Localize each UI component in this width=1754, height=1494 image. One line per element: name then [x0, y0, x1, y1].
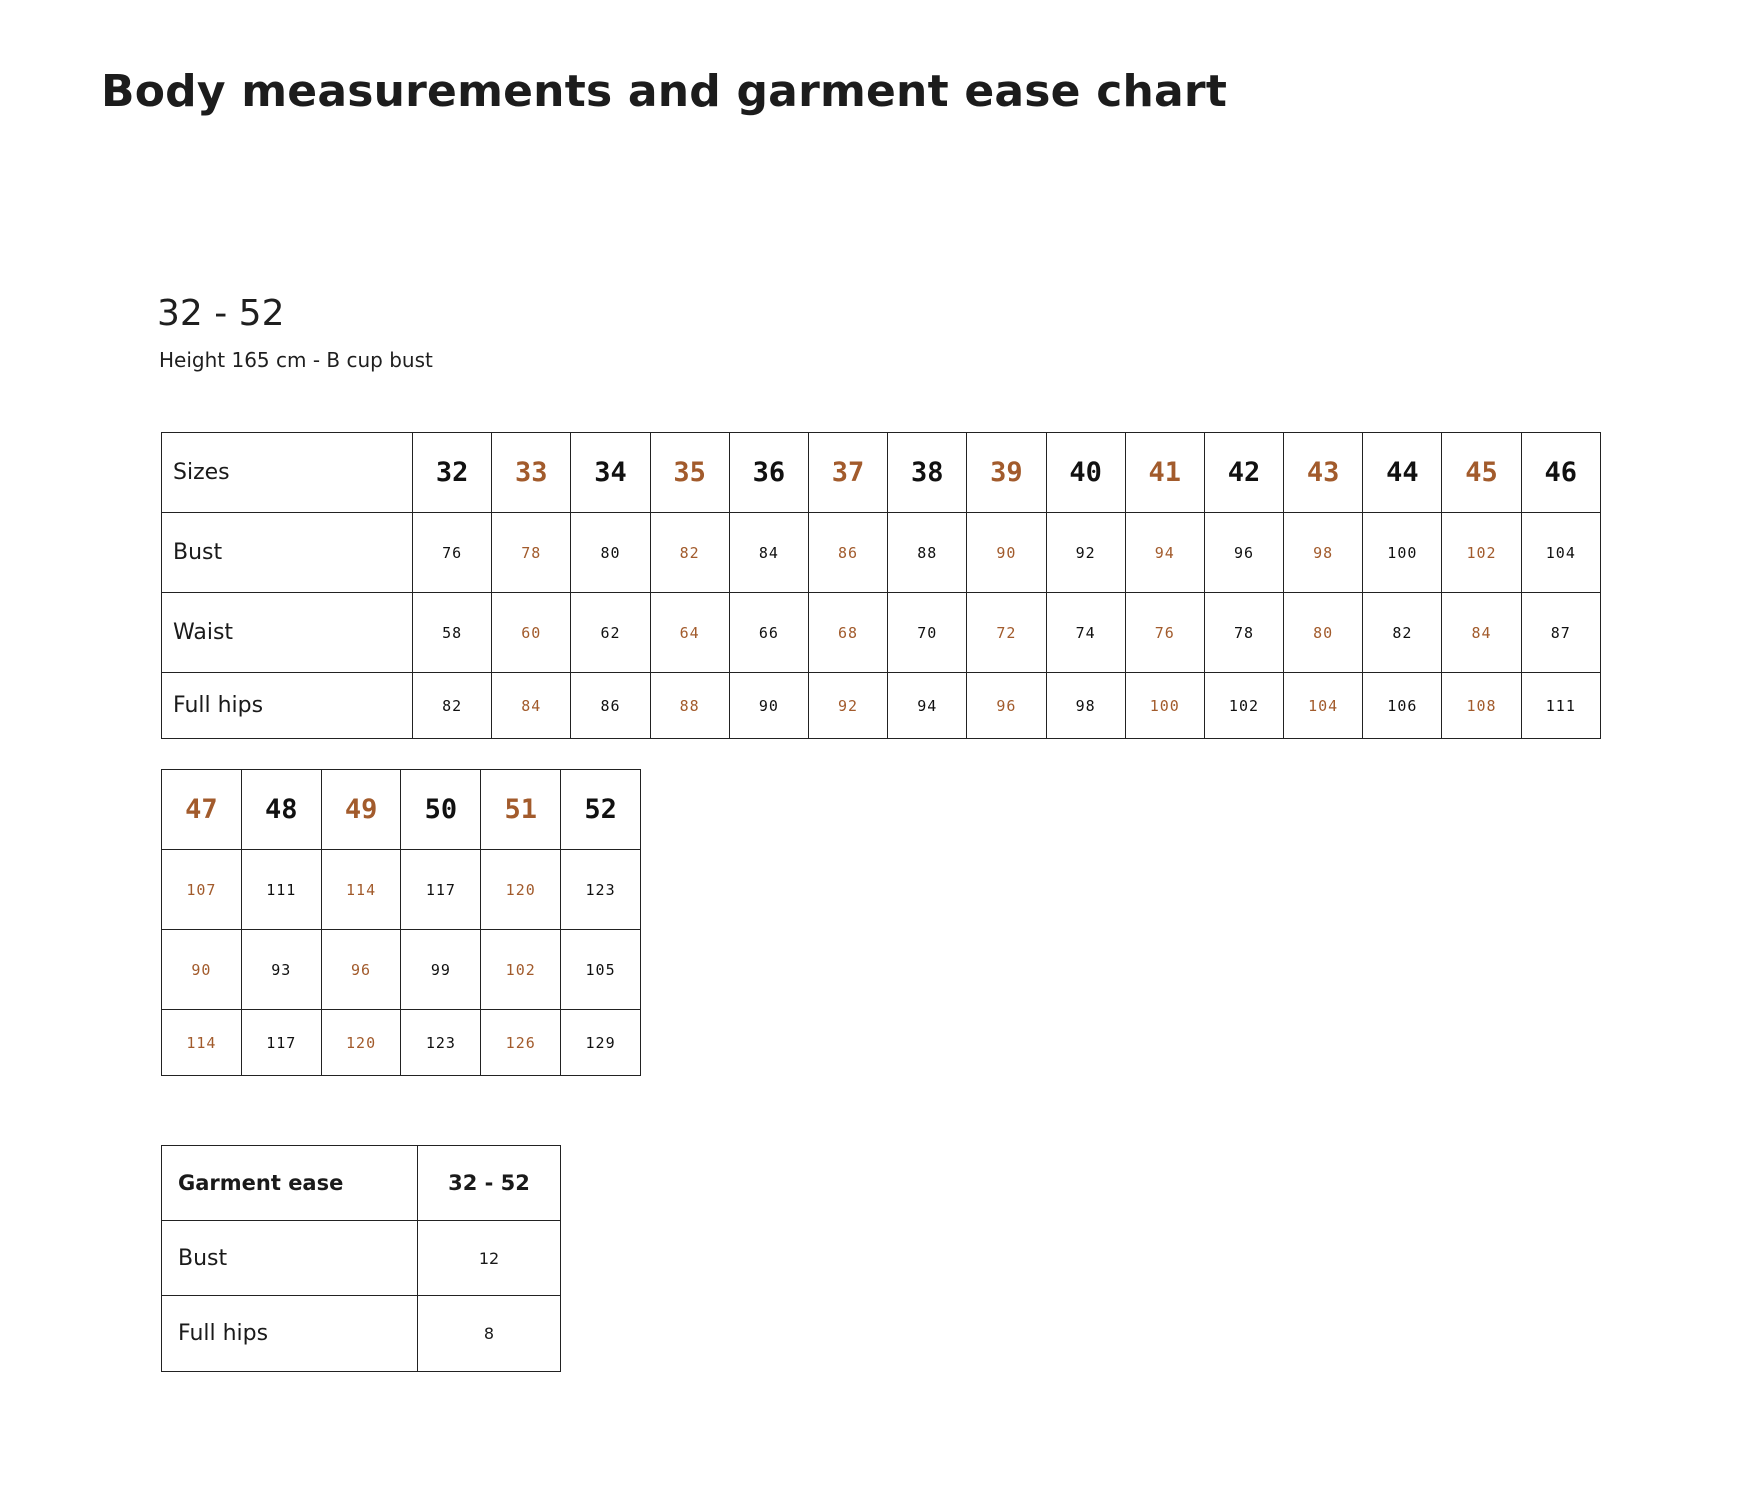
size-cell: 40 [1046, 433, 1125, 513]
size-cell: 43 [1284, 433, 1363, 513]
ease-full-hips-label: Full hips [162, 1296, 418, 1372]
waist-value: 102 [481, 930, 561, 1010]
full-hips-label: Full hips [162, 673, 413, 739]
sizes-row [162, 433, 1601, 513]
size-cell: 34 [571, 433, 650, 513]
size-cell: 35 [650, 433, 729, 513]
hips-value: 108 [1442, 673, 1521, 739]
waist-value: 90 [162, 930, 242, 1010]
size-cell: 38 [888, 433, 967, 513]
measurements-table-continued [161, 769, 641, 1076]
waist-value: 76 [1125, 593, 1204, 673]
size-cell: 36 [729, 433, 808, 513]
size-cell: 46 [1521, 433, 1600, 513]
waist-row-continued [162, 930, 641, 1010]
size-cell: 44 [1363, 433, 1442, 513]
waist-value: 82 [1363, 593, 1442, 673]
bust-value: 104 [1521, 513, 1600, 593]
hips-value: 92 [808, 673, 887, 739]
waist-value: 84 [1442, 593, 1521, 673]
size-cell: 50 [401, 770, 481, 850]
waist-value: 87 [1521, 593, 1600, 673]
bust-row [162, 513, 1601, 593]
size-cell: 33 [492, 433, 571, 513]
hips-value: 82 [413, 673, 492, 739]
waist-value: 99 [401, 930, 481, 1010]
ease-bust-label: Bust [162, 1221, 418, 1296]
hips-value: 120 [321, 1010, 401, 1076]
waist-value: 78 [1204, 593, 1283, 673]
hips-value: 126 [481, 1010, 561, 1076]
bust-value: 88 [888, 513, 967, 593]
waist-value: 64 [650, 593, 729, 673]
bust-value: 82 [650, 513, 729, 593]
bust-value: 86 [808, 513, 887, 593]
waist-value: 72 [967, 593, 1046, 673]
garment-ease-table [161, 1145, 561, 1372]
waist-row [162, 593, 1601, 673]
hips-value: 84 [492, 673, 571, 739]
hips-value: 106 [1363, 673, 1442, 739]
bust-value: 123 [561, 850, 641, 930]
waist-value: 105 [561, 930, 641, 1010]
bust-value: 78 [492, 513, 571, 593]
ease-full-hips-value: 8 [418, 1296, 561, 1372]
bust-value: 94 [1125, 513, 1204, 593]
waist-value: 80 [1284, 593, 1363, 673]
measurements-table [161, 432, 1601, 739]
hips-value: 100 [1125, 673, 1204, 739]
ease-bust-row [162, 1221, 561, 1296]
bust-value: 90 [967, 513, 1046, 593]
waist-value: 93 [241, 930, 321, 1010]
hips-value: 104 [1284, 673, 1363, 739]
bust-label: Bust [162, 513, 413, 593]
sizes-row-continued [162, 770, 641, 850]
size-cell: 49 [321, 770, 401, 850]
waist-value: 70 [888, 593, 967, 673]
size-cell: 51 [481, 770, 561, 850]
page-title: Body measurements and garment ease chart [101, 66, 1228, 117]
sizes-label: Sizes [162, 433, 413, 513]
bust-value: 80 [571, 513, 650, 593]
size-cell: 41 [1125, 433, 1204, 513]
full-hips-row [162, 673, 1601, 739]
bust-row-continued [162, 850, 641, 930]
ease-full-hips-row [162, 1296, 561, 1372]
hips-value: 88 [650, 673, 729, 739]
waist-value: 58 [413, 593, 492, 673]
size-cell: 45 [1442, 433, 1521, 513]
hips-value: 114 [162, 1010, 242, 1076]
waist-value: 62 [571, 593, 650, 673]
ease-size-range: 32 - 52 [418, 1146, 561, 1221]
size-cell: 39 [967, 433, 1046, 513]
bust-value: 107 [162, 850, 242, 930]
hips-value: 129 [561, 1010, 641, 1076]
hips-value: 86 [571, 673, 650, 739]
size-cell: 52 [561, 770, 641, 850]
bust-value: 98 [1284, 513, 1363, 593]
hips-value: 102 [1204, 673, 1283, 739]
size-cell: 32 [413, 433, 492, 513]
size-cell: 48 [241, 770, 321, 850]
hips-value: 94 [888, 673, 967, 739]
hips-value: 96 [967, 673, 1046, 739]
bust-value: 117 [401, 850, 481, 930]
bust-value: 76 [413, 513, 492, 593]
bust-value: 102 [1442, 513, 1521, 593]
size-cell: 37 [808, 433, 887, 513]
waist-value: 68 [808, 593, 887, 673]
bust-value: 96 [1204, 513, 1283, 593]
hips-value: 90 [729, 673, 808, 739]
bust-value: 120 [481, 850, 561, 930]
ease-bust-value: 12 [418, 1221, 561, 1296]
hips-value: 117 [241, 1010, 321, 1076]
waist-value: 74 [1046, 593, 1125, 673]
full-hips-row-continued [162, 1010, 641, 1076]
waist-value: 60 [492, 593, 571, 673]
hips-value: 111 [1521, 673, 1600, 739]
size-range-title: 32 - 52 [157, 293, 285, 334]
bust-value: 114 [321, 850, 401, 930]
bust-value: 111 [241, 850, 321, 930]
waist-label: Waist [162, 593, 413, 673]
bust-value: 84 [729, 513, 808, 593]
hips-value: 123 [401, 1010, 481, 1076]
bust-value: 100 [1363, 513, 1442, 593]
garment-ease-header: Garment ease [162, 1146, 418, 1221]
size-cell: 47 [162, 770, 242, 850]
size-cell: 42 [1204, 433, 1283, 513]
bust-value: 92 [1046, 513, 1125, 593]
waist-value: 96 [321, 930, 401, 1010]
ease-header-row [162, 1146, 561, 1221]
hips-value: 98 [1046, 673, 1125, 739]
waist-value: 66 [729, 593, 808, 673]
size-range-subtitle: Height 165 cm - B cup bust [159, 348, 433, 372]
